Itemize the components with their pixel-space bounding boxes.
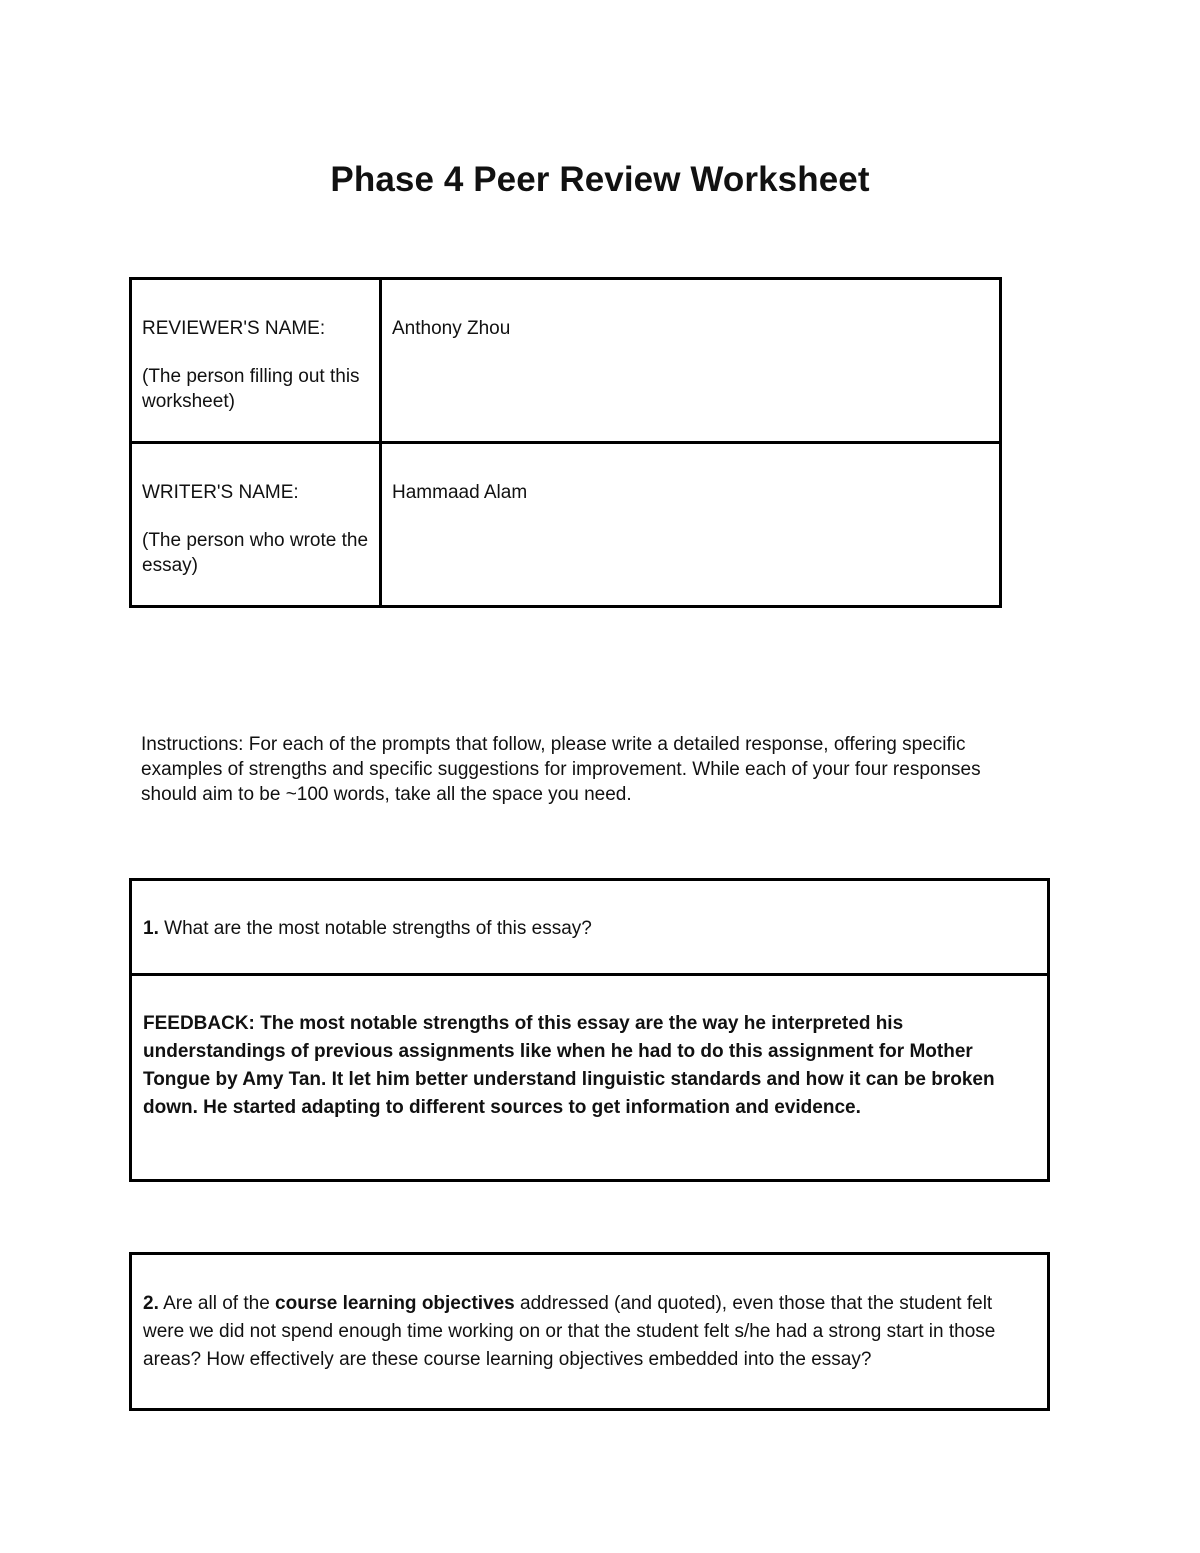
question-1-number: 1. — [143, 918, 159, 939]
names-table — [129, 277, 1002, 608]
question-1-text: What are the most notable strengths of this essay? — [158, 918, 592, 939]
question-2-text-before: Are all of the — [158, 1293, 276, 1314]
reviewer-sublabel: (The person filling out this worksheet) — [142, 366, 360, 412]
question-2-text-bold: course learning objectives — [275, 1293, 515, 1314]
reviewer-name: Anthony Zhou — [392, 318, 511, 339]
question-2-number: 2. — [143, 1293, 159, 1314]
reviewer-label-cell — [131, 279, 381, 443]
question-2-text-after: addressed (and quoted), even those that the student felt were we did not spend enough time working on or that the student felt s/he had a strong start in those areas? How effectively are these course learning objectives embedded into the essay? — [143, 1293, 996, 1370]
writer-label: WRITER'S NAME: — [142, 482, 299, 503]
reviewer-value-cell[interactable] — [381, 279, 1001, 443]
question-2-box — [129, 1252, 1050, 1411]
question-1-box — [129, 878, 1050, 1182]
reviewer-label: REVIEWER'S NAME: — [142, 318, 326, 339]
question-1-prompt — [132, 881, 1047, 976]
writer-label-cell — [131, 443, 381, 607]
writer-name: Hammaad Alam — [392, 482, 528, 503]
question-1-feedback[interactable]: FEEDBACK: The most notable strengths of this essay are the way he interpreted his understandings of previous assignments like when he had to do this assignment for Mother Tongue by Amy Tan. It let him better understand linguistic standards and how it can be broken down. He started adapting to different sources to get information and evidence. — [143, 1013, 995, 1118]
writer-value-cell[interactable] — [381, 443, 1001, 607]
instructions-text: Instructions: For each of the prompts that follow, please write a detailed response, offering specific examples of strengths and specific suggestions for improvement. While each of your four responses should aim to be ~100 words, take all the space you need. — [141, 734, 981, 805]
question-2-prompt — [132, 1255, 1047, 1374]
reviewer-row — [131, 279, 1001, 443]
page-title: Phase 4 Peer Review Worksheet — [330, 160, 870, 199]
writer-row — [131, 443, 1001, 607]
writer-sublabel: (The person who wrote the essay) — [142, 530, 369, 576]
